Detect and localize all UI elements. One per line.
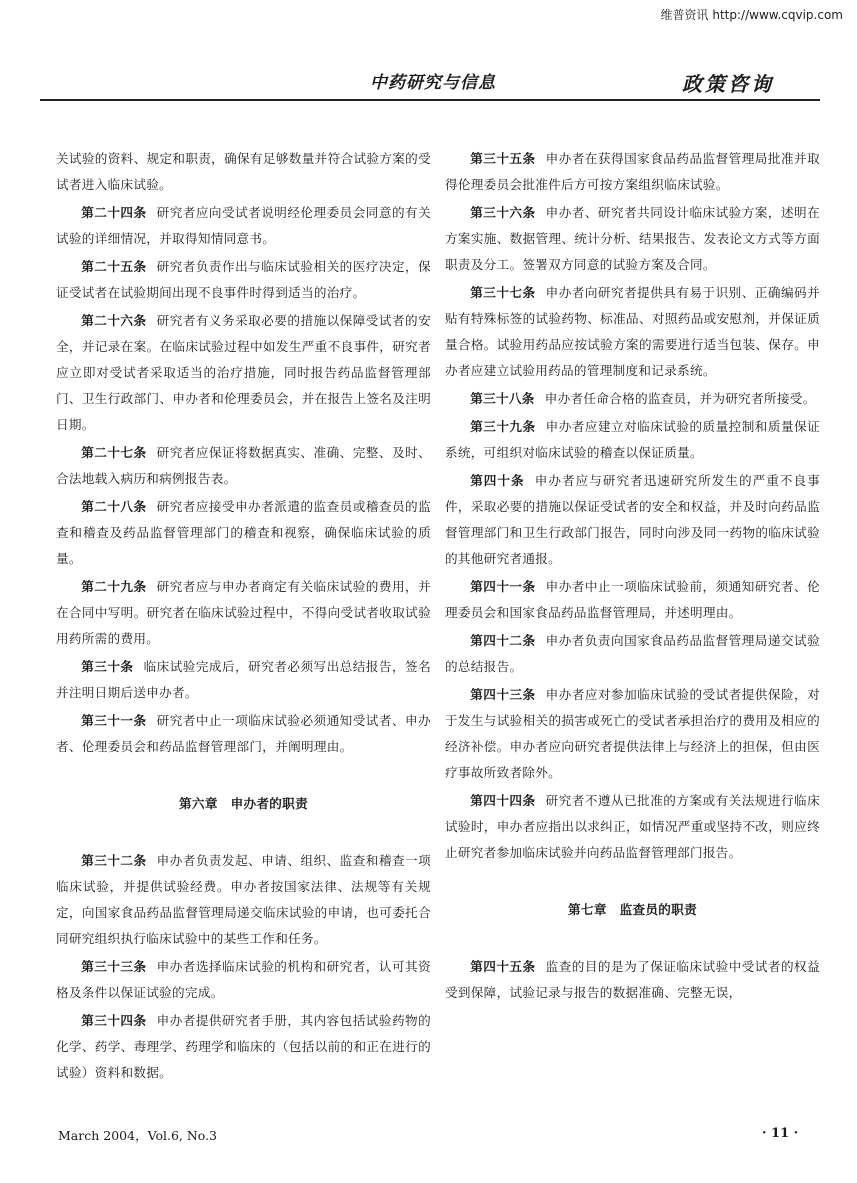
article-label: 第三十八条	[470, 391, 535, 406]
article-label: 第二十八条	[81, 499, 147, 514]
article-paragraph	[445, 628, 820, 680]
article-paragraph	[56, 494, 431, 572]
article-text: 申办者应与研究者迅速研究所发生的严重不良事件，采取必要的措施以保证受试者的安全和权益，并及时向药品监督管理部门和卫生行政部门报告，同时向涉及同一药物的临床试验的其他研究者通报。	[445, 473, 820, 566]
article-text: 研究者负责作出与临床试验相关的医疗决定，保证受试者在试验期间出现不良事件时得到适当的治疗。	[56, 259, 431, 300]
article-label: 第四十一条	[470, 579, 536, 594]
article-label: 第四十条	[470, 473, 525, 488]
article-paragraph	[56, 954, 431, 1006]
article-paragraph	[56, 200, 431, 252]
article-text: 申办者、研究者共同设计临床试验方案，述明在方案实施、数据管理、统计分析、结果报告、发表论文方式等方面职责及分工。签署双方同意的试验方案及合同。	[445, 205, 820, 272]
article-text: 申办者向研究者提供具有易于识别、正确编码并贴有特殊标签的试验药物、标准品、对照药品或安慰剂，并保证质量合格。试验用药品应按试验方案的需要进行适当包装、保存。申办者应建立试验用药品的管理制度和记录系统。	[445, 285, 820, 378]
article-paragraph	[445, 200, 820, 278]
article-text: 研究者中止一项临床试验必须通知受试者、申办者、伦理委员会和药品监督管理部门，并阐明理由。	[56, 713, 431, 754]
article-text: 申办者应建立对临床试验的质量控制和质量保证系统，可组织对临床试验的稽查以保证质量。	[445, 419, 820, 460]
continuation-paragraph: 关试验的资料、规定和职责，确保有足够数量并符合试验方案的受试者进入临床试验。	[56, 151, 431, 192]
article-text: 临床试验完成后，研究者必须写出总结报告，签名并注明日期后送申办者。	[56, 659, 431, 700]
article-text: 监查的目的是为了保证临床试验中受试者的权益受到保障，试验记录与报告的数据准确、完整无误，	[445, 959, 820, 1000]
article-paragraph	[445, 954, 820, 1006]
article-text: 研究者有义务采取必要的措施以保障受试者的安全，并记录在案。在临床试验过程中如发生严重不良事件，研究者应立即对受试者采取适当的治疗措施，同时报告药品监督管理部门、卫生行政部门、申办者和伦理委员会，并在报告上签名及注明日期。	[56, 313, 431, 432]
article-label: 第二十五条	[81, 259, 147, 274]
article-paragraph	[445, 468, 820, 572]
article-text: 申办者负责发起、申请、组织、监查和稽查一项临床试验，并提供试验经费。申办者按国家法律、法规等有关规定，向国家食品药品监督管理局递交临床试验的申请，也可委托合同研究组织执行临床试验中的某些工作和任务。	[56, 853, 431, 946]
article-paragraph	[445, 682, 820, 786]
article-paragraph	[56, 654, 431, 706]
article-label: 第三十四条	[81, 1013, 147, 1028]
watermark: 维普资讯 http://www.cqvip.com	[660, 8, 843, 22]
article-text: 申办者在获得国家食品药品监督管理局批准并取得伦理委员会批准件后方可按方案组织临床试验。	[445, 151, 820, 192]
article-paragraph	[56, 308, 431, 438]
article-label: 第三十一条	[81, 713, 147, 728]
article-text: 研究者不遵从已批准的方案或有关法规进行临床试验时，申办者应指出以求纠正，如情况严重或坚持不改，则应终止研究者参加临床试验并向药品监督管理部门报告。	[445, 793, 820, 860]
article-label: 第三十六条	[470, 205, 536, 220]
left-column	[56, 146, 431, 1088]
footer-page-number: · 11 ·	[762, 1126, 799, 1141]
article-text: 研究者应与申办者商定有关临床试验的费用，并在合同中写明。研究者在临床试验过程中，不得向受试者收取试验用药所需的费用。	[56, 579, 431, 646]
article-paragraph	[56, 440, 431, 492]
article-label: 第四十三条	[470, 687, 536, 702]
article-paragraph	[56, 708, 431, 760]
article-label: 第二十七条	[81, 445, 147, 460]
article-text: 申办者提供研究者手册，其内容包括试验药物的化学、药学、毒理学、药理学和临床的（包括以前的和正在进行的试验）资料和数据。	[56, 1013, 431, 1080]
article-label: 第二十四条	[81, 205, 147, 220]
article-text: 研究者应接受申办者派遣的监查员或稽查员的监查和稽查及药品监督管理部门的稽查和视察，确保临床试验的质量。	[56, 499, 431, 566]
article-list	[445, 146, 820, 866]
article-text: 研究者应保证将数据真实、准确、完整、及时、合法地载入病历和病例报告表。	[56, 445, 431, 486]
article-list	[56, 200, 431, 760]
article-paragraph	[56, 574, 431, 652]
article-list	[445, 954, 820, 1006]
article-label: 第三十九条	[470, 419, 536, 434]
article-label: 第三十七条	[470, 285, 536, 300]
article-paragraph	[445, 414, 820, 466]
article-label: 第三十三条	[81, 959, 147, 974]
article-paragraph	[445, 574, 820, 626]
article-paragraph	[56, 254, 431, 306]
article-label: 第三十五条	[470, 151, 536, 166]
article-label: 第二十九条	[81, 579, 147, 594]
chapter-title: 第七章 监查员的职责	[568, 902, 697, 917]
article-text: 申办者中止一项临床试验前，须通知研究者、伦理委员会和国家食品药品监督管理局，并述明理由。	[445, 579, 820, 620]
article-paragraph	[56, 1008, 431, 1086]
article-paragraph	[445, 788, 820, 866]
article-text: 申办者选择临床试验的机构和研究者，认可其资格及条件以保证试验的完成。	[56, 959, 431, 1000]
article-paragraph	[445, 386, 820, 412]
article-paragraph	[445, 146, 820, 198]
article-paragraph	[56, 848, 431, 952]
journal-name: 中药研究与信息	[370, 73, 496, 93]
article-label: 第三十条	[81, 659, 134, 674]
article-text: 申办者任命合格的监查员，并为研究者所接受。	[544, 391, 816, 406]
header-rule	[40, 99, 820, 101]
article-paragraph	[445, 280, 820, 384]
article-label: 第四十五条	[470, 959, 536, 974]
article-label: 第二十六条	[81, 313, 147, 328]
article-label: 第三十二条	[81, 853, 147, 868]
right-column	[445, 146, 820, 1008]
article-label: 第四十四条	[470, 793, 536, 808]
article-list	[56, 848, 431, 1086]
article-label: 第四十二条	[470, 633, 536, 648]
section-name: 政策咨询	[682, 72, 774, 96]
article-text: 申办者应对参加临床试验的受试者提供保险，对于发生与试验相关的损害或死亡的受试者承担治疗的费用及相应的经济补偿。申办者应向研究者提供法律上与经济上的担保，但由医疗事故所致者除外。	[445, 687, 820, 780]
article-text: 研究者应向受试者说明经伦理委员会同意的有关试验的详细情况，并取得知情同意书。	[56, 205, 431, 246]
article-text: 申办者负责向国家食品药品监督管理局递交试验的总结报告。	[445, 633, 820, 674]
footer-issue: March 2004，Vol.6, No.3	[58, 1128, 218, 1143]
chapter-title: 第六章 申办者的职责	[179, 796, 308, 811]
